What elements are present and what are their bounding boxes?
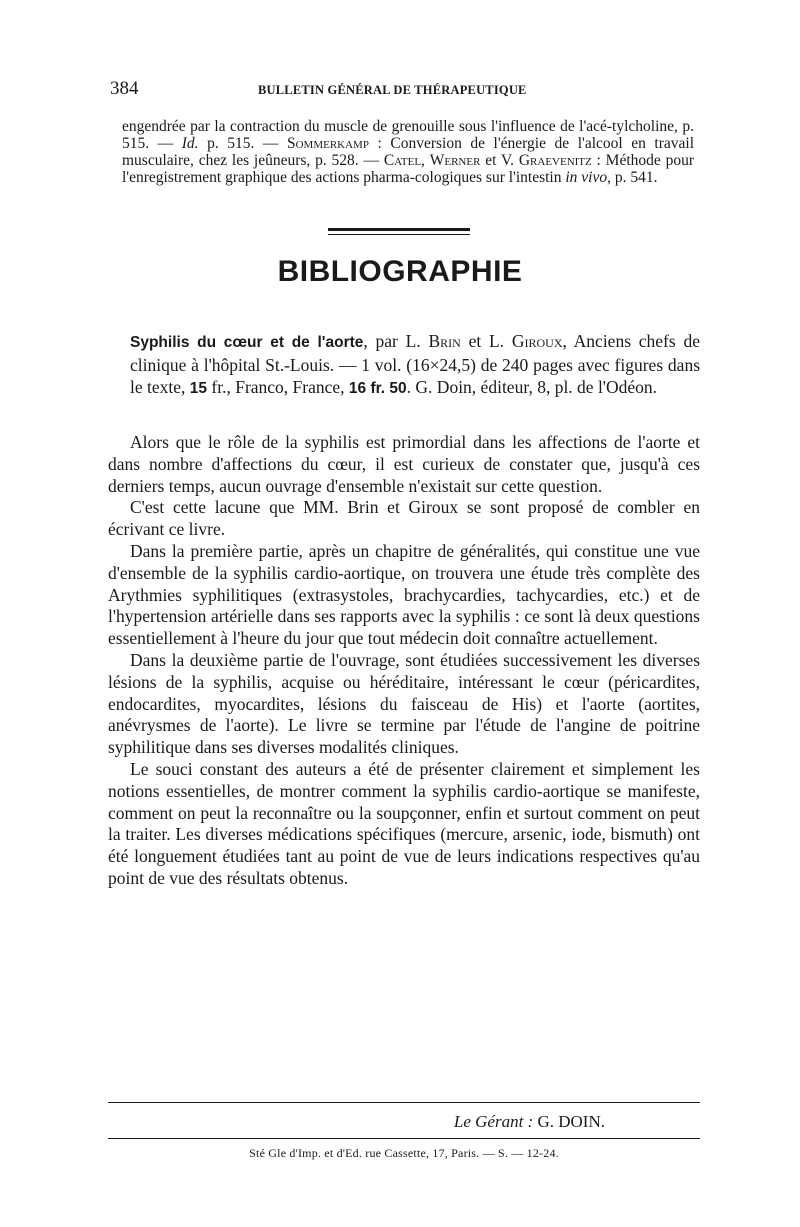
book-review xyxy=(108,432,700,890)
previous-article-text: engendrée par la contraction du muscle de grenouille sous l'influence de l'acé-tylcholine, p. 515. — Id. p. 515. — Sommerkamp : Conversion de l'énergie de l'alcool en travail musculaire, chez les jeûneurs, p. 528. — Catel, Werner et V. Graevenitz : Méthode pour l'enregistrement graphique des actions pharma-cologiques sur l'intestin in vivo, p. 541. xyxy=(122,118,695,186)
footer-rule xyxy=(108,1102,700,1103)
running-head xyxy=(110,78,700,102)
page-number: 384 xyxy=(110,78,139,99)
gerant-label: Le Gérant : xyxy=(453,1112,534,1131)
gerant-name: G. DOIN. xyxy=(533,1112,605,1131)
review-paragraph: Le souci constant des auteurs a été de présenter clairement et simplement les notions essentielles, de montrer comment la syphilis cardio-aortique se manifeste, comment on peut la reconnaître ou la soupçonner, enfin et surtout comment on peut la traiter. Les diverses médications spécifiques (mercure, arsenic, iode, bismuth) ont été longuement étudiées tant au point de vue de leurs indications respectives qu'au point de vue des résultats obtenus. xyxy=(108,758,700,888)
review-paragraph: C'est cette lacune que MM. Brin et Giroux se sont proposé de combler en écrivant ce livre. xyxy=(108,497,700,540)
author-name: Werner xyxy=(429,152,481,169)
previous-article-tail xyxy=(122,118,694,186)
publisher-signature xyxy=(108,1112,605,1132)
printer-imprint: Sté Gle d'Imp. et d'Ed. rue Cassette, 17, Paris. — S. — 12-24. xyxy=(249,1146,559,1160)
footer-rule xyxy=(108,1138,700,1139)
price: 16 fr. 50 xyxy=(348,380,407,397)
section-title: BIBLIOGRAPHIE xyxy=(277,255,523,288)
review-paragraph: Dans la première partie, après un chapitre de généralités, qui constitue une vue d'ensemble de la syphilis cardio-aortique, on trouvera une étude très complète des Arythmies syphilitiques (extrasystoles, brachycardies, tachycardies, etc.) et de l'hypertension artérielle dans ses rapports avec la syphilis : ce sont là deux questions essentiellement à l'heure du jour que tout médecin doit connaître actuellement. xyxy=(108,540,700,649)
book-citation: Syphilis du cœur et de l'aorte, par L. Brin et L. Giroux, Anciens chefs de clinique à l'hôpital St.-Louis. — 1 vol. (16×24,5) de 240 pages avec figures dans le texte, 15 fr., Franco, France, 16 fr. 50. G. Doin, éditeur, 8, pl. de l'Odéon. xyxy=(130,331,700,397)
author-name: Catel xyxy=(383,152,422,169)
author-name: Sommerkamp xyxy=(286,135,369,152)
review-paragraph: Dans la deuxième partie de l'ouvrage, sont étudiées successivement les diverses lésions de la syphilis, acquise ou héréditaire, intéressant le cœur (péricardites, endocardites, myocardites, lésions du faisceau de His) et l'aorte (aortites, anévrysmes de l'aorte). Le livre se termine par l'étude de l'angine de poitrine syphilitique dans ses diverses modalités cliniques. xyxy=(108,649,700,758)
book-title: Syphilis du cœur et de l'aorte xyxy=(130,334,364,351)
review-paragraph: Alors que le rôle de la syphilis est primordial dans les affections de l'aorte et dans nombre d'affections du cœur, il est curieux de constater que, jusqu'à ces derniers temps, aucun ouvrage d'ensemble n'existait sur cette question. xyxy=(108,432,700,496)
author-name: Graevenitz xyxy=(518,152,592,169)
journal-title: BULLETIN GÉNÉRAL DE THÉRAPEUTIQUE xyxy=(258,83,527,97)
price: 15 xyxy=(189,380,208,397)
author-name: Brin xyxy=(428,331,461,351)
author-name: Giroux xyxy=(511,331,563,351)
section-separator-rule xyxy=(328,228,470,235)
